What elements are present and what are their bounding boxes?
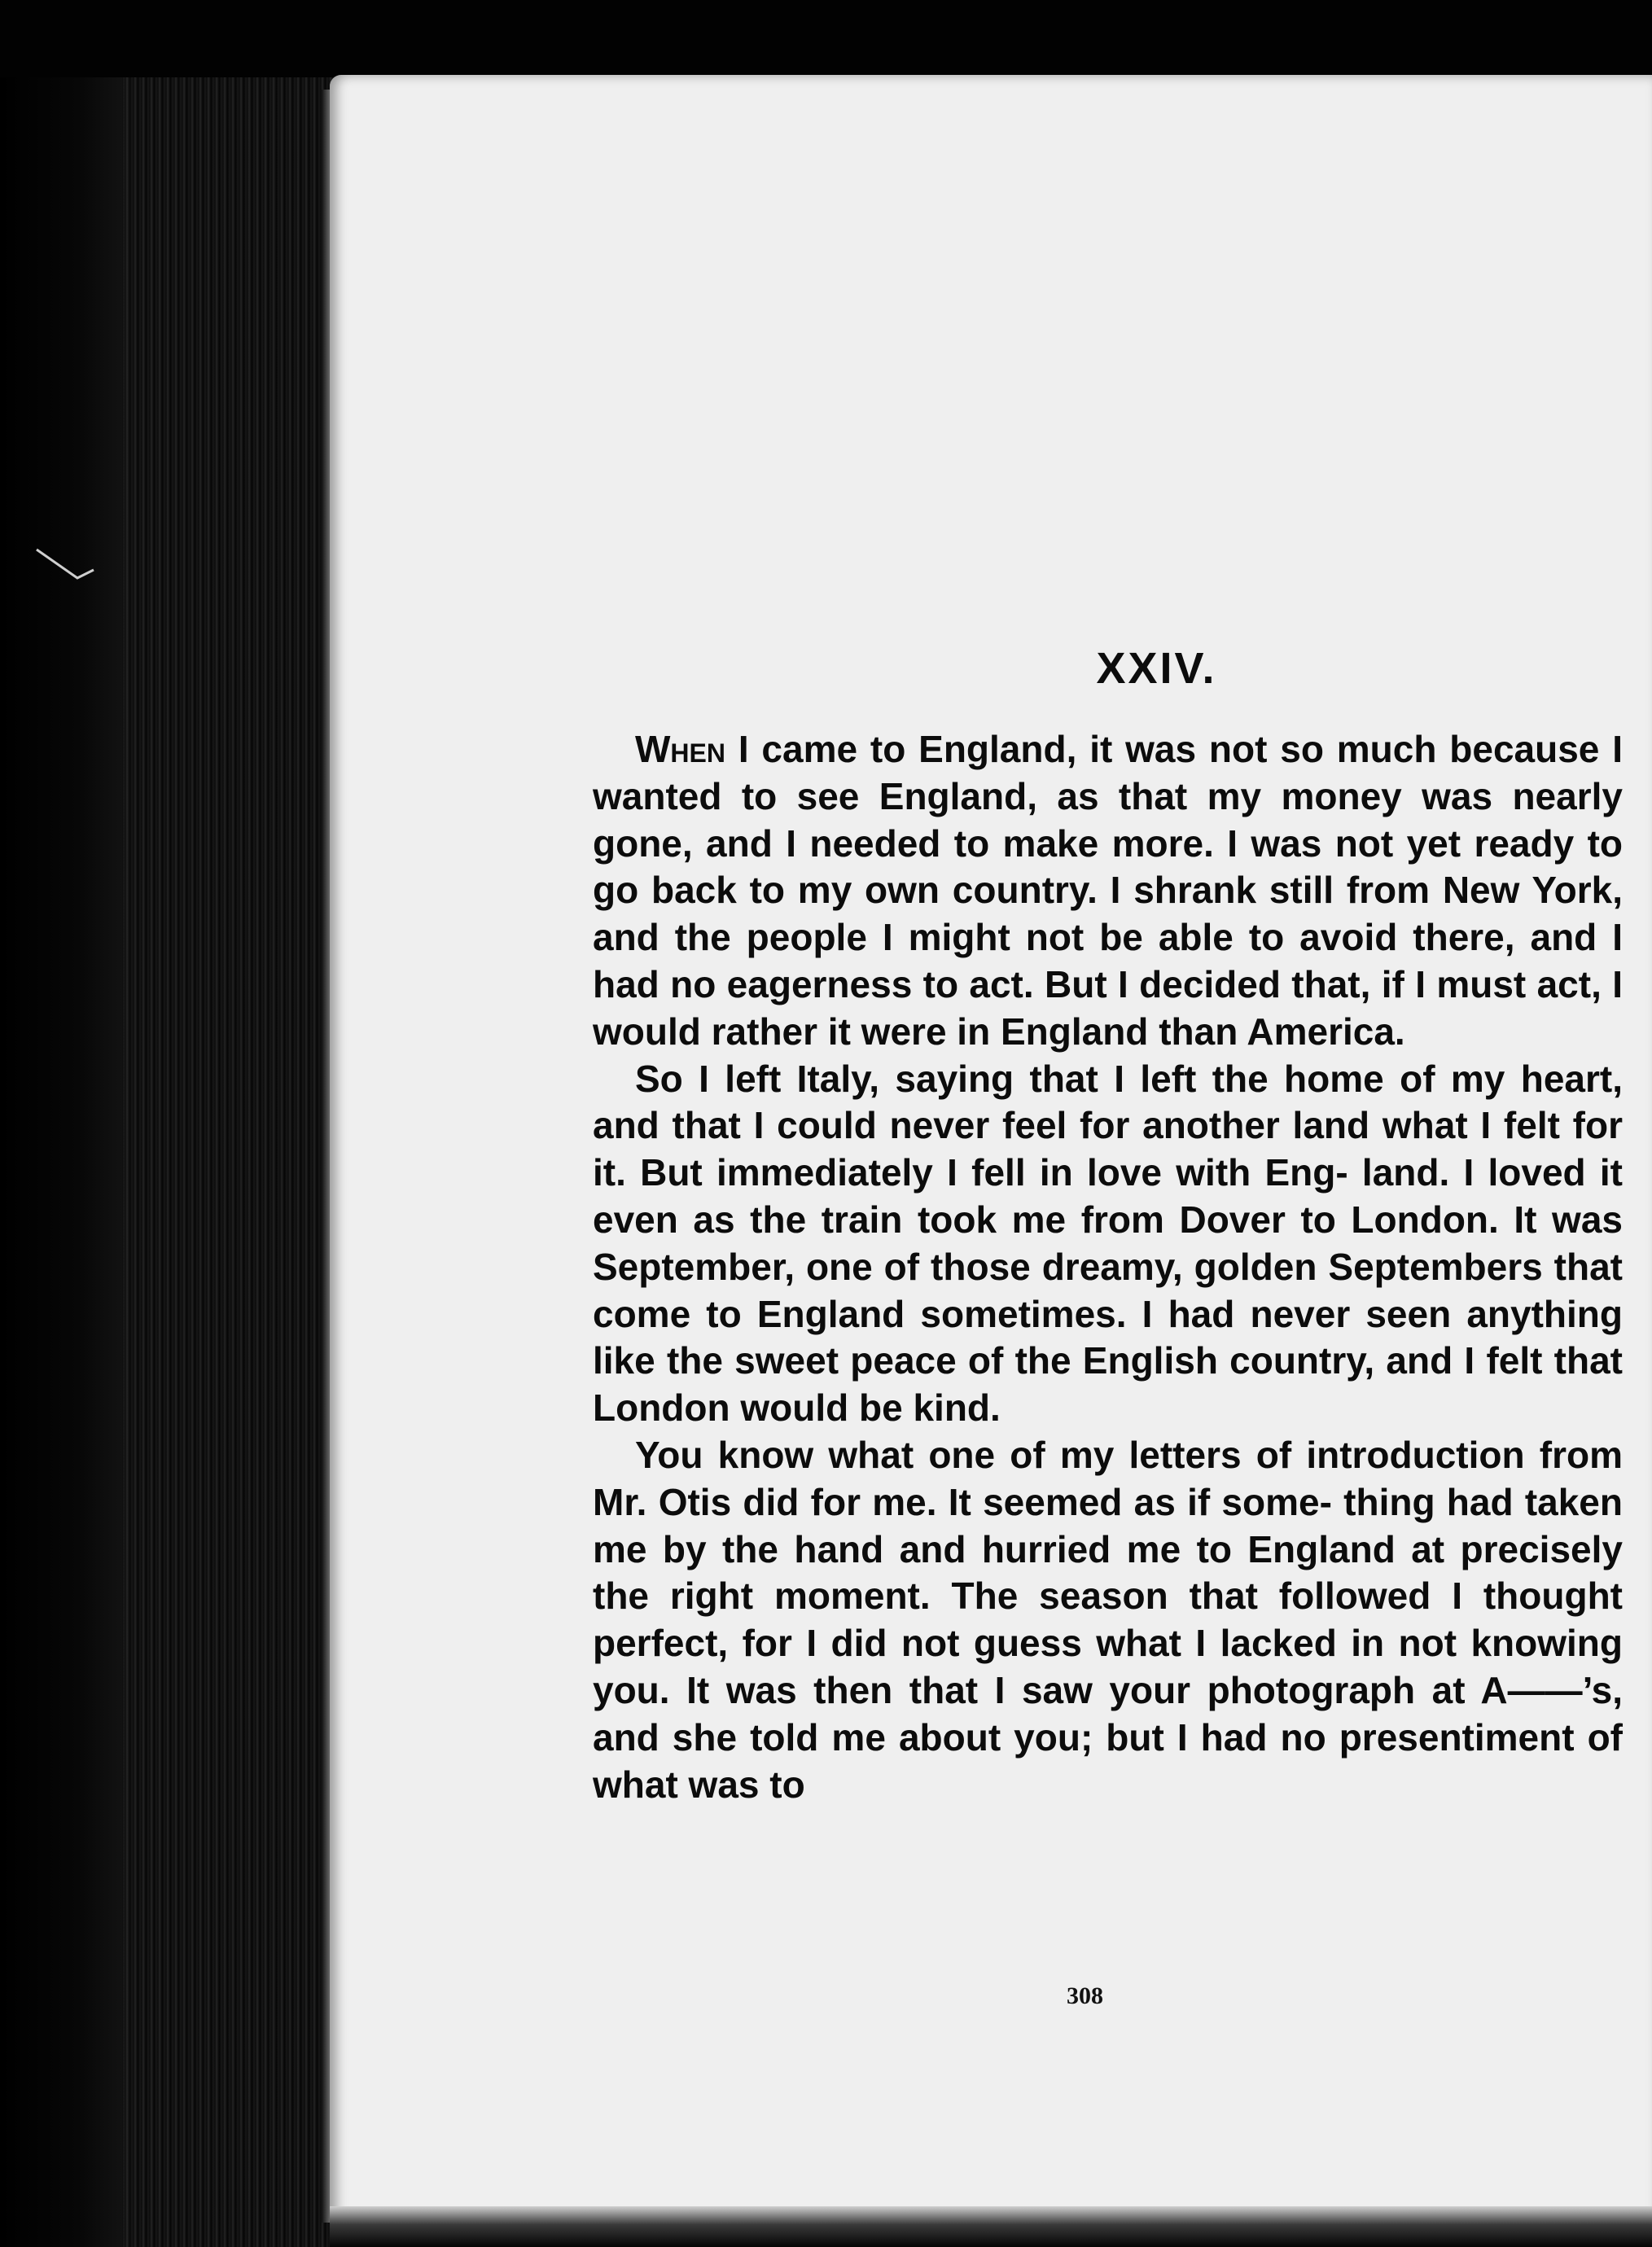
chapter-heading: XXIV. <box>1096 644 1217 693</box>
page-number: 308 <box>1067 1982 1103 2009</box>
page-bottom-edge <box>330 2206 1652 2247</box>
page-text-block <box>593 643 1623 1808</box>
scan-mark <box>33 545 98 594</box>
paragraph-3 <box>593 1432 1623 1808</box>
top-scan-shadow <box>0 0 1652 77</box>
paragraph-3-text: You know what one of my letters of introduction from Mr. Otis did for me. It seemed as if some- thing had taken me by the hand and hurried me to England at precisely the right moment. The season that followed I thought perfect, for I did not guess what I lacked in not knowing you. It was then that I saw your photograph at A——’s, and she told me about you; but I had no presentiment of what was to <box>593 1433 1623 1806</box>
paragraph-2 <box>593 1056 1623 1432</box>
book-spine-shadow <box>0 77 130 2247</box>
paragraph-1 <box>593 726 1623 1056</box>
paragraph-1-lead: When <box>635 728 725 770</box>
book-binding <box>122 77 334 2247</box>
paragraph-2-text: So I left Italy, saying that I left the home of my heart, and that I could never feel for another land what I felt for it. But immediately I fell in love with Eng- land. I loved it even as the train took me from Dover to London. It was September, one of those dreamy, golden Septembers that come to England sometimes. I had never seen anything like the sweet peace of the English country, and I felt that London would be kind. <box>593 1057 1623 1430</box>
paragraph-1-text: I came to England, it was not so much because I wanted to see England, as that my money was nearly gone, and I needed to make more. I was not yet ready to go back to my own country. I shrank still from New York, and the people I might not be able to avoid there, and I had no eagerness to act. But I decided that, if I must act, I would rather it were in England than America. <box>593 728 1623 1053</box>
